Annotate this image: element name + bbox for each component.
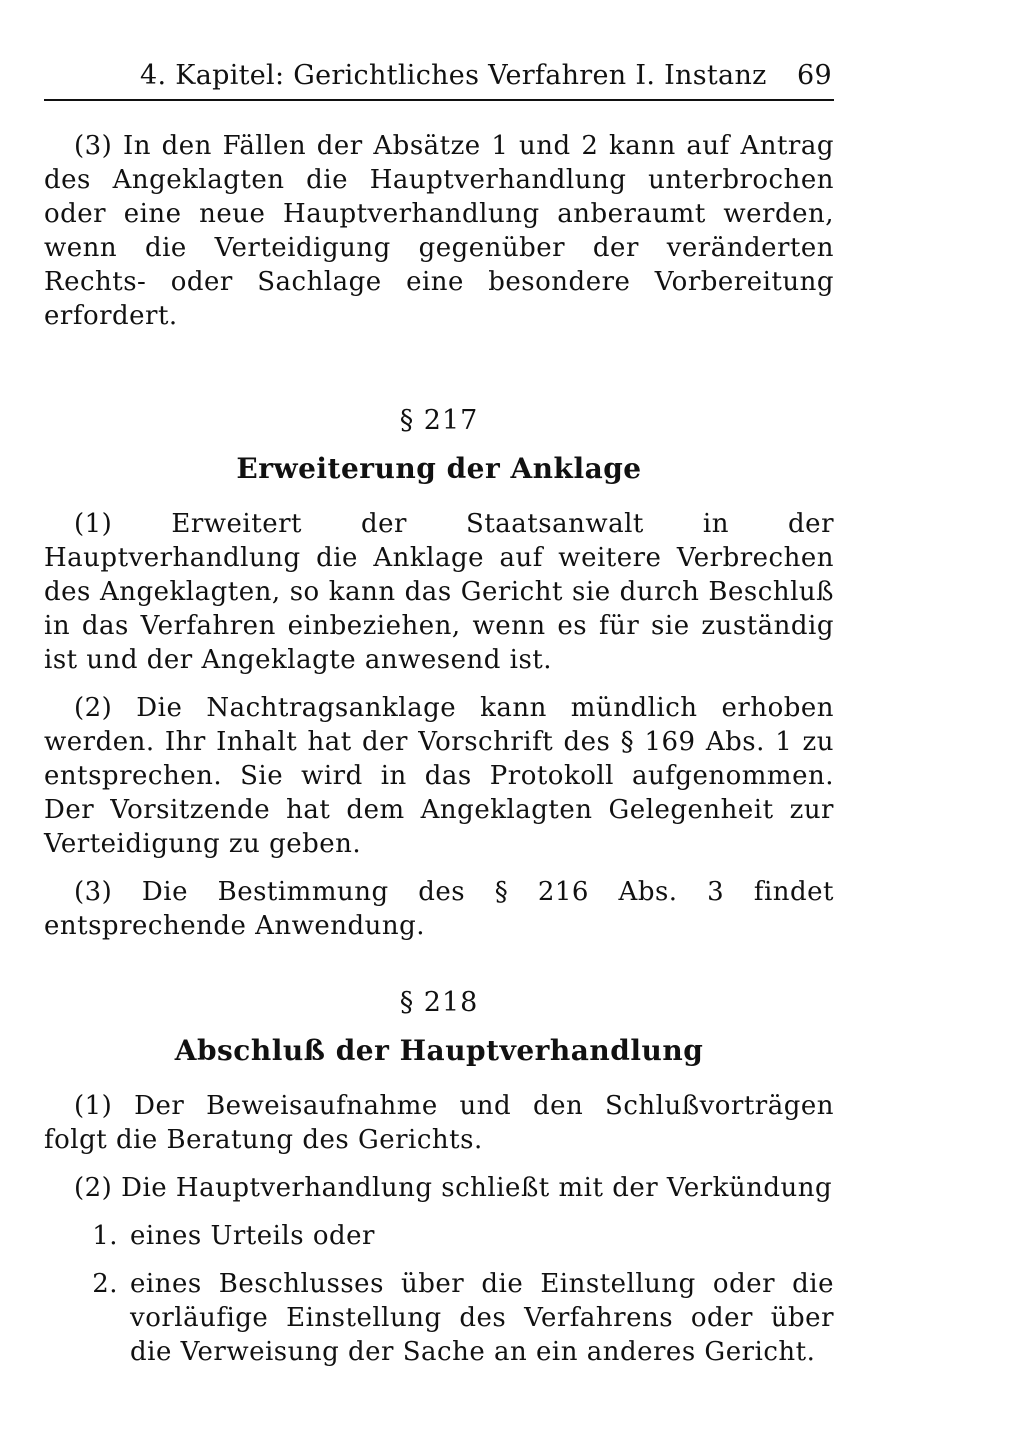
list-item-text: eines Beschlusses über die Einstellung oder die vorläufige Einstellung des Verfahrens oder über die Verweisung der Sache an ein anderes Gericht. bbox=[130, 1269, 834, 1367]
section-number-218: § 218 bbox=[399, 987, 479, 1018]
list-item-1 bbox=[44, 1219, 834, 1253]
section-title-218: Abschluß der Hauptverhandlung bbox=[174, 1034, 704, 1067]
paragraph-218-1: (1) Der Beweisaufnahme und den Schlußvorträgen folgt die Beratung des Gerichts. bbox=[44, 1091, 834, 1155]
list-item-2 bbox=[44, 1267, 834, 1369]
list-item-text: eines Urteils oder bbox=[130, 1221, 375, 1251]
paragraph-216-3: (3) In den Fällen der Absätze 1 und 2 kann auf Antrag des Angeklagten die Hauptverhandlung unterbrochen oder eine neue Hauptverhandlung anberaumt werden, wenn die Verteidigung gegenüber der veränderten Rechts- oder Sachlage eine besondere Vorbereitung erfordert. bbox=[44, 131, 834, 331]
running-title: 4. Kapitel: Gerichtliches Verfahren I. Instanz bbox=[140, 60, 767, 91]
list-item-number: 1. bbox=[92, 1221, 118, 1251]
section-title-217: Erweiterung der Anklage bbox=[236, 452, 642, 485]
header-rule bbox=[44, 99, 834, 101]
page-number: 69 bbox=[797, 60, 832, 91]
paragraph-218-2: (2) Die Hauptverhandlung schließt mit der Verkündung bbox=[74, 1173, 833, 1203]
paragraph-217-2: (2) Die Nachtragsanklage kann mündlich erhoben werden. Ihr Inhalt hat der Vorschrift des § 169 Abs. 1 zu entsprechen. Sie wird in das Protokoll aufgenommen. Der Vorsitzende hat dem Angeklagten Gelegenheit zur Verteidigung zu geben. bbox=[44, 693, 834, 859]
list-item-number: 2. bbox=[92, 1269, 118, 1299]
book-page bbox=[44, 60, 834, 1383]
paragraph-217-1: (1) Erweitert der Staatsanwalt in der Hauptverhandlung die Anklage auf weitere Verbrechen des Angeklagten, so kann das Gericht sie durch Beschluß in das Verfahren einbeziehen, wenn es für sie zuständig ist und der Angeklagte anwesend ist. bbox=[44, 509, 834, 675]
section-number-217: § 217 bbox=[399, 405, 479, 436]
running-head bbox=[44, 60, 834, 91]
paragraph-217-3: (3) Die Bestimmung des § 216 Abs. 3 findet entsprechende Anwendung. bbox=[44, 877, 834, 941]
